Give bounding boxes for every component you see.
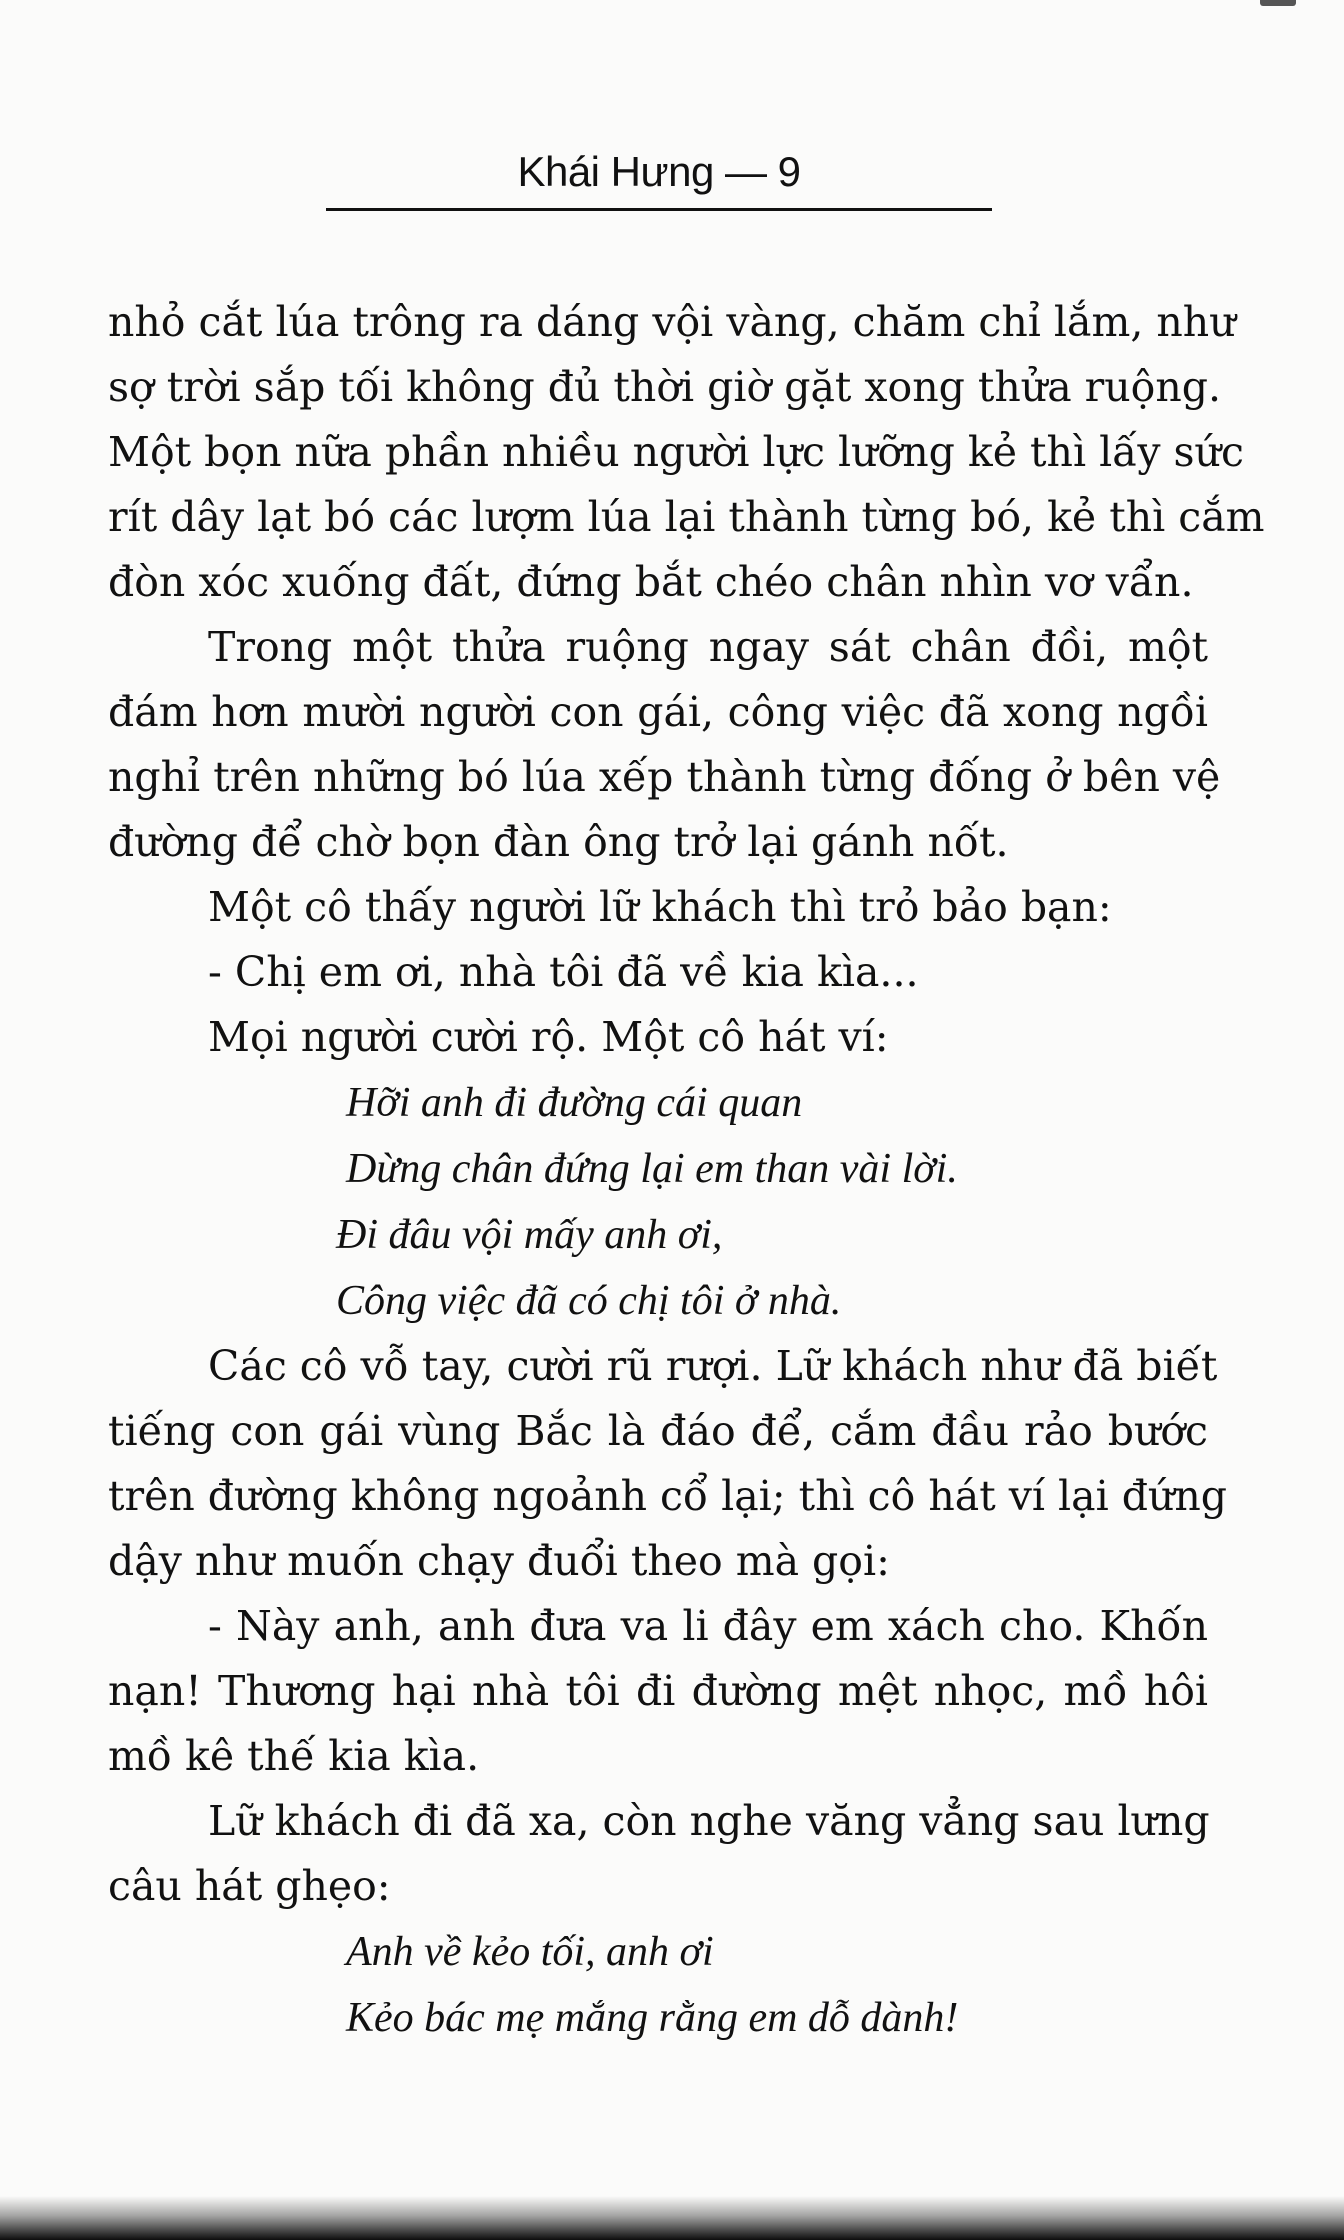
text-line: tiếng con gái vùng Bắc là đáo để, cắm đầu rảo bước [108, 1407, 1208, 1455]
page-corner-mark [1260, 0, 1296, 6]
text-line: đường để chờ bọn đàn ông trở lại gánh nốt. [108, 818, 1009, 866]
poem-line: Kẻo bác mẹ mắng rằng em dỗ dành! [346, 1995, 959, 2041]
text-line: nạn! Thương hại nhà tôi đi đường mệt nhọc, mồ hôi [108, 1667, 1208, 1715]
poem-line: Hỡi anh đi đường cái quan [346, 1080, 803, 1126]
paragraph-first-line: Một cô thấy người lữ khách thì trỏ bảo bạn: [208, 883, 1112, 931]
text-line: đòn xóc xuống đất, đứng bắt chéo chân nhìn vơ vẩn. [108, 558, 1194, 606]
text-line: mồ kê thế kia kìa. [108, 1732, 480, 1780]
dialogue-line: - Chị em ơi, nhà tôi đã về kia kìa... [208, 948, 919, 996]
body-text [108, 290, 1265, 2051]
paragraph-first-line: Mọi người cười rộ. Một cô hát ví: [208, 1013, 889, 1061]
text-line: nghỉ trên những bó lúa xếp thành từng đống ở bên vệ [108, 753, 1221, 801]
text-line: dậy như muốn chạy đuổi theo mà gọi: [108, 1537, 890, 1585]
text-line: trên đường không ngoảnh cổ lại; thì cô hát ví lại đứng [108, 1472, 1228, 1520]
running-header: Khái Hưng — 9 [517, 148, 801, 195]
text-line: rít dây lạt bó các lượm lúa lại thành từng bó, kẻ thì cắm [108, 493, 1265, 541]
poem-line: Công việc đã có chị tôi ở nhà. [336, 1278, 842, 1324]
text-line: nhỏ cắt lúa trông ra dáng vội vàng, chăm chỉ lắm, như [108, 298, 1236, 346]
paragraph-first-line: Trong một thửa ruộng ngay sát chân đồi, một [208, 623, 1208, 671]
text-line: câu hát ghẹo: [108, 1862, 391, 1910]
text-line: Một bọn nữa phần nhiều người lực lưỡng kẻ thì lấy sức [108, 428, 1244, 476]
poem-line: Anh về kẻo tối, anh ơi [346, 1929, 714, 1975]
page-bottom-shadow [0, 2196, 1344, 2240]
dialogue-line: - Này anh, anh đưa va li đây em xách cho. Khốn [208, 1602, 1208, 1650]
header-rule [326, 208, 992, 211]
poem-line: Dừng chân đứng lại em than vài lời. [346, 1146, 958, 1192]
paragraph-first-line: Các cô vỗ tay, cười rũ rượi. Lữ khách như đã biết [208, 1342, 1218, 1390]
text-line: đám hơn mười người con gái, công việc đã xong ngồi [108, 688, 1208, 736]
paragraph-first-line: Lữ khách đi đã xa, còn nghe văng vẳng sau lưng [208, 1797, 1210, 1845]
poem-line: Đi đâu vội mấy anh ơi, [336, 1212, 723, 1258]
text-line: sợ trời sắp tối không đủ thời giờ gặt xong thửa ruộng. [108, 363, 1222, 411]
